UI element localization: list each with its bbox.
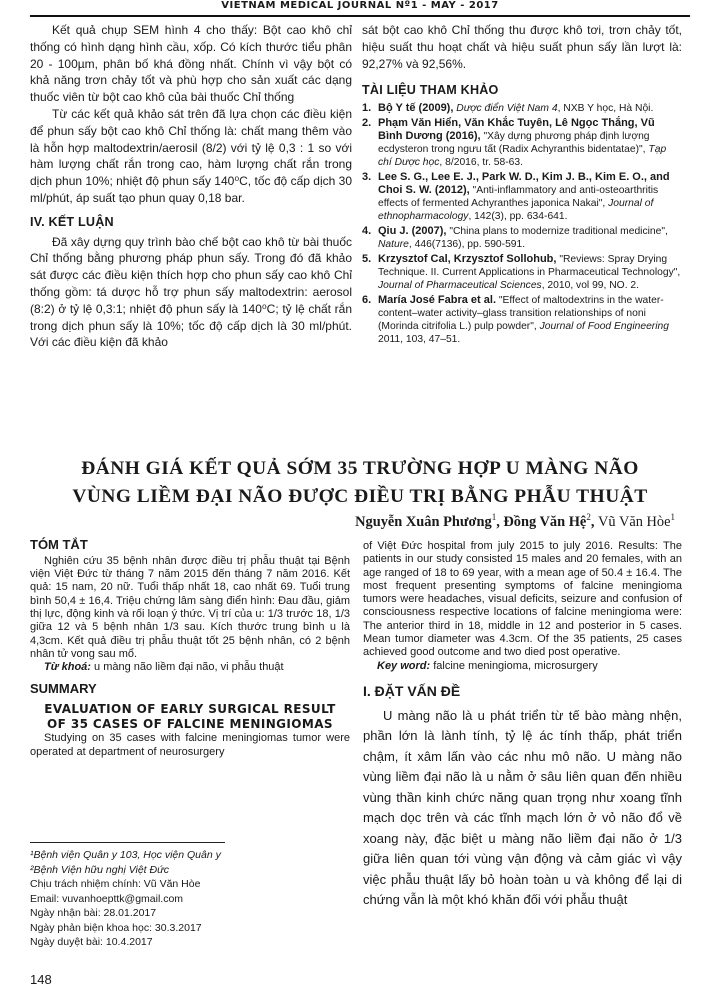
affiliation-footnote: ¹Bệnh viện Quân y 103, Học viện Quân y: [30, 849, 221, 861]
reference-item: 1. Bộ Y tế (2009), Dược điển Việt Nam 4, NXB Y học, Hà Nội.: [362, 102, 654, 115]
sem-result-paragraph: Kết quả chụp SEM hình 4 cho thấy: Bột cao khô chỉ thống có hình dạng hình cầu, xốp. Có kích thước tiểu phân 20 - 100µm, phân bố khá đồng nhất. Chính vì vậy bột có khả năng trơn chảy tốt và phù hợp cho sản xuất các dạng thuốc viên từ bột cao khô của bài thuốc Chỉ thống: [30, 23, 352, 105]
accepted-date: Ngày duyệt bài: 10.4.2017: [30, 936, 153, 948]
article-title: [40, 455, 680, 511]
header-rule: [30, 15, 690, 17]
abstract-vi-keywords: [30, 661, 350, 674]
previous-article-right-column: [362, 22, 682, 348]
author-line: Nguyễn Xuân Phương$^1$, Đồng Văn Hệ$^2$, Vũ Văn Hòe$^1$: [355, 512, 675, 530]
abstract-vi-text: Nghiên cứu 35 bệnh nhân được điều trị phẫu thuật tại Bệnh viện Việt Đức từ tháng 7 năm 2015 đến tháng 7 năm 2016. Kết quả: 15 nam, 20 nữ. Tuổi thấp nhất 18, cao nhất 69. Tuổi trung bình 50,4 ± 16,4. Triệu chứng lâm sàng điển hình: Đau đầu, giảm thị lực, động kinh và rối loạn ý thức. Vị trí của u: 1/3 trước 18, 1/3 giữa 12 và 5 bệnh nhân 1/3 sau. Kích thước trung bình u là 4,3cm. Kết quả điều trị phẫu thuật tốt 25 bệnh nhân, có 2 bệnh nhân tử vong sau mổ.: [30, 554, 350, 660]
previous-article-left-column: [30, 22, 352, 351]
summary-text-continued: of Việt Đức hospital from july 2015 to july 2016. Results: The patients in our study consisted 15 males and 20 females, with an age ranged of 18 to 69 year, with a mean age of 50.4 ± 16.4. The most frequent presenting symptoms of falcine meningioma tumors were headaches, visual deficits, seizure and confusion of consciousness respective locations of falcine meningioma were: The anterior third in 18, middle in 12 and posterior in 5 cases. Mean tumor diameter was 4.3cm. Of the 35 patients, 25 cases achieved good outcome and two died post operative.: [363, 540, 682, 659]
references-heading: TÀI LIỆU THAM KHẢO: [362, 83, 499, 98]
introduction-text: U màng não là u phát triển từ tế bào màng nhện, phần lớn là lành tính, tỷ lệ ác tính thấp, phát triển chậm, ít xâm lấn vào các nhu mô não. U màng não vùng liềm đại não là u nằm ở sâu liên quan đến nhiều vùng thần kinh chức năng quan trọng như xoang tĩnh mạch dọc trên và các tĩnh mạch lớn ở vỏ não đổ về xoang này, đặc biệt u màng não liềm đại não ở 1/3 giữa liên quan tới vùng vận động và cảm giác vì vậy việc phẫu thuật lấy bỏ hoàn toàn u và không để lại di chứng vẫn là một khó khăn đối với phẫu thuật: [363, 707, 682, 908]
abstract-left-column: [30, 537, 350, 759]
footnote-rule: [30, 842, 225, 843]
page-number: 148: [30, 972, 52, 987]
summary-text-start: Studying on 35 cases with falcine meningiomas tumor were operated at department of neurosurgery: [30, 732, 350, 758]
affiliation-mark: 1: [491, 512, 497, 522]
article-title-line: VÙNG LIỀM ĐẠI NÃO ĐƯỢC ĐIỀU TRỊ BẰNG PHẪU THUẬT: [72, 486, 648, 507]
conclusion-continued-paragraph: sát bột cao khô Chỉ thống thu được khô tơi, trơn chảy tốt, hiệu suất thu hoạt chất và hiệu suất phun sấy lần lượt là: 92,27% và 92,56%.: [362, 23, 682, 71]
affiliation-mark: 1: [670, 512, 675, 522]
summary-heading: SUMMARY: [30, 681, 97, 697]
reference-item: 3. Lee S. G., Lee E. J., Park W. D., Kim J. B., Kim E. O., and Choi S. W. (2012), "Anti-inflammatory and anti-osteoarthritis effects of fermented Achyranthes japonica Nakai", Journal of ethnopharmacology, 142(3), pp. 634-641.: [362, 171, 670, 223]
running-head: VIETNAM MEDICAL JOURNAL Nº1 - MAY - 2017: [221, 0, 499, 11]
author-email: Email: vuvanhoepttk@gmail.com: [30, 892, 184, 905]
conditions-paragraph: Từ các kết quả khảo sát trên đã lựa chọn các điều kiện để phun sấy bột cao khô Chỉ thống là: chất mang thêm vào là hỗn hợp maltodextrin/aerosil (8/2) với tỷ lệ 0,3 : 1 so với hàm lượng chất rắn trong cao, hàm lượng chất rắn trong dịch phun 10%; nhiệt độ phun sấy 140⁰C, tốc độ cấp dịch 30 ml/phút, áp suất tạo phun quay 0,18 bar.: [30, 106, 352, 205]
summary-keywords: [363, 660, 682, 673]
reviewed-date: Ngày phản biện khoa học: 30.3.2017: [30, 921, 202, 934]
received-date: Ngày nhận bài: 28.01.2017: [30, 907, 157, 919]
reference-list: [362, 102, 682, 346]
summary-title-line: EVALUATION OF EARLY SURGICAL RESULT: [44, 702, 336, 717]
reference-item: 6. María José Fabra et al. "Effect of maltodextrins in the water-content–water activity–glass transition relationships of noni (Morinda citrifolia L.) pulp powder", Journal of Food Engineering 2011, 103, 47–51.: [362, 294, 669, 346]
affiliation-mark: 2: [586, 512, 591, 522]
reference-item: 2. Phạm Văn Hiển, Văn Khắc Tuyên, Lê Ngọc Thắng, Vũ Bình Dương (2016), "Xây dựng phương pháp định lượng ecdysteron trong ngưu tất (Radix Achyranthis bidentatae)", Tạp chí Dược học, 8/2016, tr. 58-63.: [362, 117, 667, 169]
keyword-values: falcine meningioma, microsurgery: [430, 659, 598, 672]
keyword-label: Từ khoá:: [44, 661, 91, 674]
summary-title-line: OF 35 CASES OF FALCINE MENINGIOMAS: [47, 717, 333, 732]
abstract-right-column: [363, 540, 682, 911]
introduction-heading: I. ĐẶT VẤN ĐỀ: [363, 682, 461, 699]
author-name: Nguyễn Xuân Phương: [355, 513, 492, 530]
author-name: Đồng Văn Hệ: [503, 513, 587, 530]
author-name: Vũ Văn Hòe: [598, 513, 671, 530]
summary-title: [30, 702, 350, 732]
reference-item: 5. Krzysztof Cal, Krzysztof Sollohub, "Reviews: Spray Drying Technique. II. Current Applications in Pharmaceutical Technology", Journal of Pharmaceutical Sciences, 2010, vol 99, NO. 2.: [362, 253, 681, 292]
affiliation-footnote: ²Bệnh Viện hữu nghị Việt Đức: [30, 863, 170, 876]
keyword-label: Key word:: [377, 659, 431, 672]
conclusion-heading: IV. KẾT LUẬN: [30, 214, 114, 229]
article-title-line: ĐÁNH GIÁ KẾT QUẢ SỚM 35 TRƯỜNG HỢP U MÀNG NÃO: [81, 458, 639, 479]
reference-item: 4. Qiu J. (2007), "China plans to modernize traditional medicine", Nature, 446(7136), pp. 590-591.: [362, 225, 668, 251]
footnotes: [30, 848, 350, 950]
keyword-values: u màng não liềm đại não, vi phẫu thuật: [90, 661, 284, 674]
conclusion-paragraph: Đã xây dựng quy trình bào chế bột cao khô từ bài thuốc Chỉ thống bằng phương pháp phun sấy. Trong đó đã khảo sát được các điều kiện thích hợp cho phun sấy cao khô Chỉ thống gồm: tá dược hỗ trợ phun sấy maltodextrin: aerosol (8:2) ở tỷ lệ 0,3:1; nhiệt độ phun sấy là 140⁰C; tỷ lệ chất rắn trong dịch phun sấy là 10%; tốc độ cấp dịch là 30 ml/phút. Với các điều kiện đã khảo: [30, 234, 352, 350]
corresponding-author: Chịu trách nhiệm chính: Vũ Văn Hòe: [30, 878, 201, 890]
abstract-vi-heading: TÓM TẮT: [30, 537, 88, 552]
